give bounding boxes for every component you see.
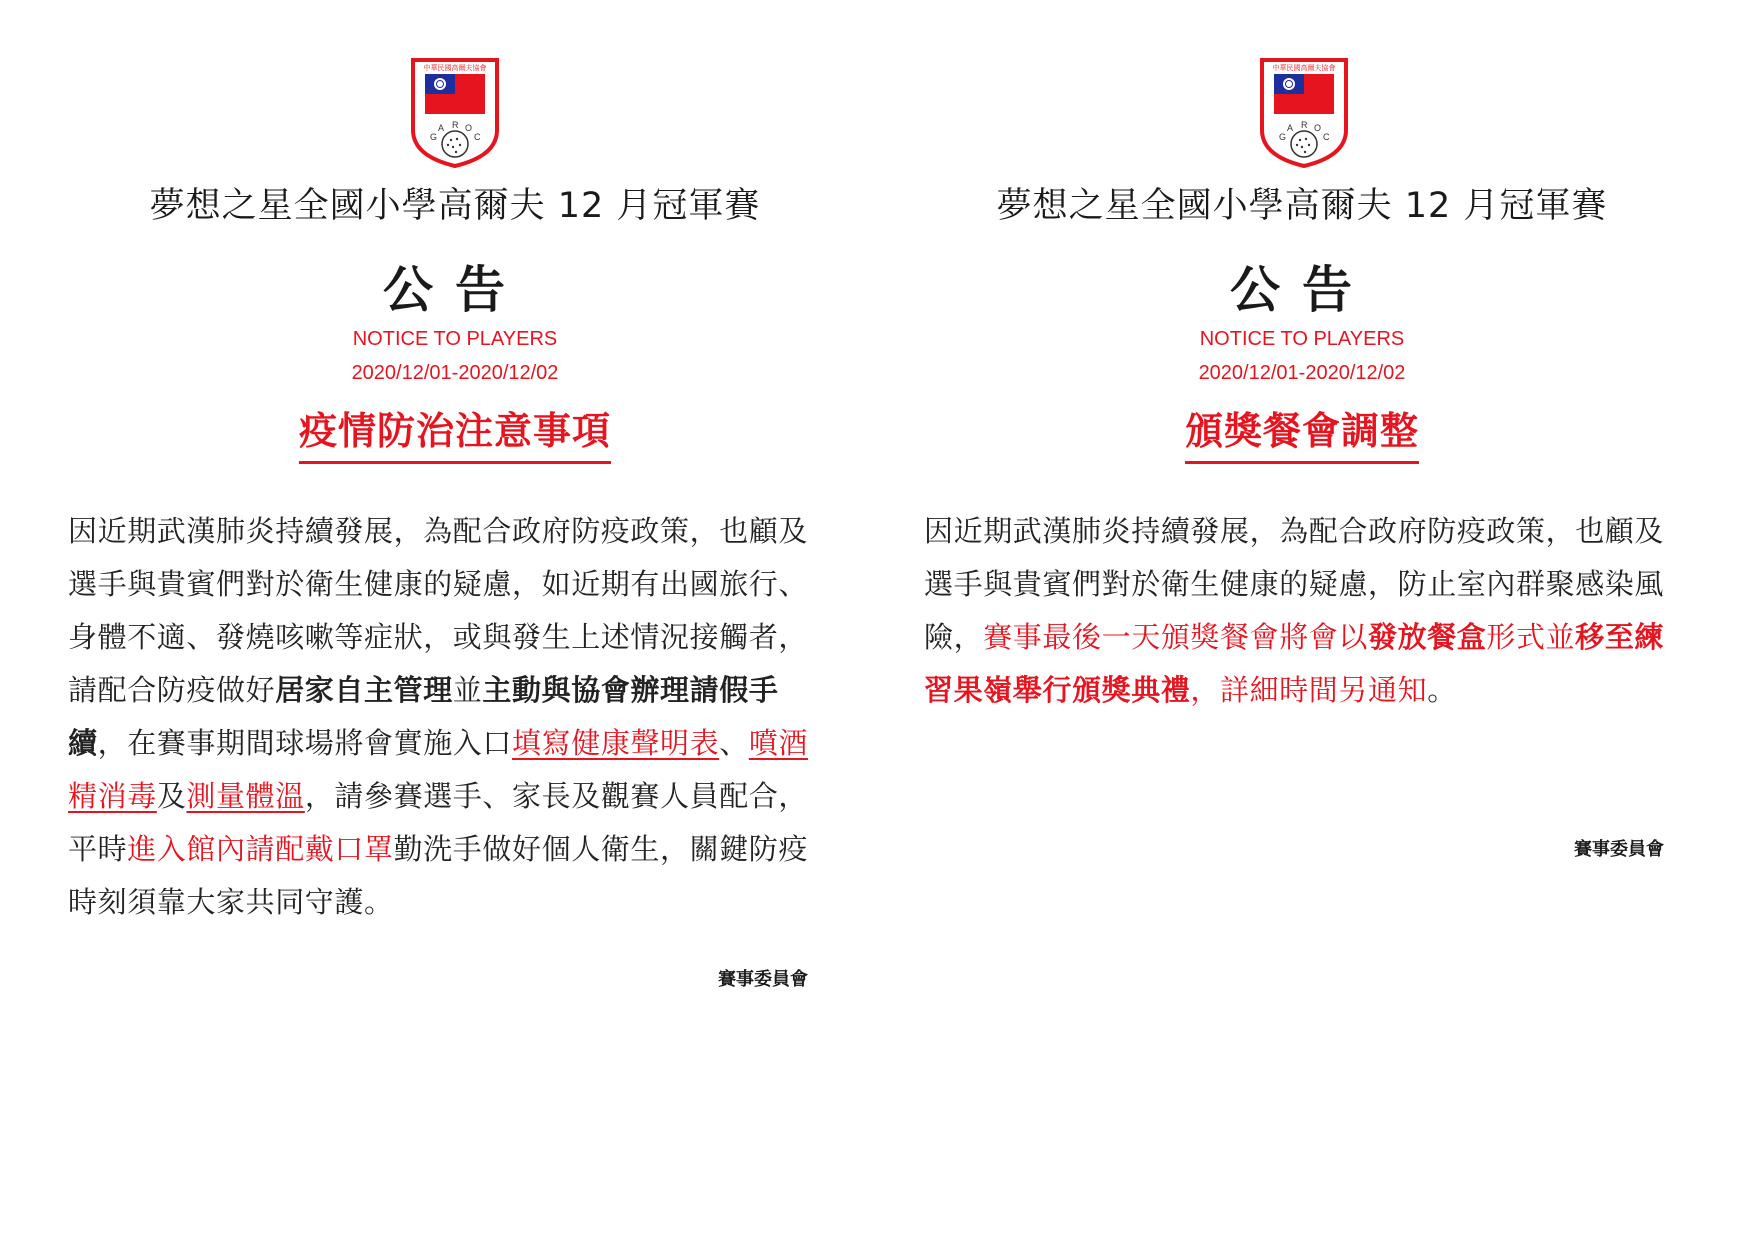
svg-text:C: C bbox=[1323, 132, 1330, 142]
subject-text: 疫情防治注意事項 bbox=[299, 400, 611, 464]
body-red-format: 形式並 bbox=[1486, 620, 1576, 654]
svg-text:O: O bbox=[465, 123, 473, 133]
notice-epidemic-prevention bbox=[55, 0, 855, 1241]
logo-arc-text: 中華民國高爾夫協會 bbox=[1272, 64, 1336, 72]
svg-text:A: A bbox=[1287, 123, 1294, 133]
notice-subject bbox=[55, 400, 855, 464]
announcement-heading: 公告 bbox=[1230, 261, 1374, 319]
subject-text: 頒獎餐會調整 bbox=[1185, 400, 1419, 464]
notice-subject bbox=[902, 400, 1702, 464]
svg-text:A: A bbox=[438, 123, 445, 133]
body-bold-leave-request: 主動與協會辦理請假手續 bbox=[68, 673, 779, 760]
svg-text:R: R bbox=[452, 120, 459, 130]
notice-to-players: NOTICE TO PLAYERS bbox=[352, 328, 558, 350]
body-text: 、 bbox=[719, 726, 749, 760]
body-red-bold-lunch-box: 發放餐盒 bbox=[1368, 620, 1487, 654]
body-underline-alcohol-spray: 噴酒精消毒 bbox=[68, 726, 809, 813]
svg-text:G: G bbox=[430, 132, 438, 142]
body-text: 勤洗手做好個人衛生，關鍵防疫時刻須靠大家共同守護。 bbox=[68, 832, 809, 919]
body-red-bold-ceremony-location: 移至練習果嶺舉行頒獎典禮 bbox=[924, 620, 1665, 707]
body-text: 因近期武漢肺炎持續發展，為配合政府防疫政策，也顧及選手與貴賓們對於衛生健康的疑慮，防止室內群聚感染風險， bbox=[924, 514, 1665, 654]
notice-award-banquet bbox=[912, 0, 1712, 1241]
body-text: ，在賽事期間球場將會實施入口 bbox=[97, 726, 513, 760]
garoc-logo bbox=[405, 52, 505, 170]
svg-text:C: C bbox=[474, 132, 481, 142]
body-red-details: ，詳細時間另通知 bbox=[1190, 673, 1428, 707]
svg-text:R: R bbox=[1301, 120, 1308, 130]
body-red-wear-mask: 進入館內請配戴口罩 bbox=[127, 832, 394, 866]
garoc-logo bbox=[1254, 52, 1354, 170]
body-bold-self-management: 居家自主管理 bbox=[275, 673, 453, 707]
svg-text:O: O bbox=[1314, 123, 1322, 133]
notice-body bbox=[68, 505, 813, 929]
body-red-banquet: 賽事最後一天頒獎餐會將會以 bbox=[983, 620, 1369, 654]
body-underline-temperature: 測量體溫 bbox=[186, 779, 305, 813]
body-text: 及 bbox=[156, 779, 187, 813]
body-text: 並 bbox=[452, 673, 483, 707]
date-range: 2020/12/01-2020/12/02 bbox=[1198, 362, 1406, 384]
event-title: 夢想之星全國小學高爾夫 12 月冠軍賽 bbox=[149, 186, 761, 226]
signature: 賽事委員會 bbox=[1574, 839, 1664, 860]
notice-to-players: NOTICE TO PLAYERS bbox=[1199, 328, 1405, 350]
svg-text:G: G bbox=[1279, 132, 1287, 142]
logo-arc-text: 中華民國高爾夫協會 bbox=[423, 64, 487, 72]
body-text: 。 bbox=[1427, 673, 1457, 707]
body-text: ，請參賽選手、家長及觀賽人員配合，平時 bbox=[68, 779, 809, 866]
announcement-heading: 公告 bbox=[383, 261, 527, 319]
body-text: 因近期武漢肺炎持續發展，為配合政府防疫政策，也顧及選手與貴賓們對於衛生健康的疑慮，如近期有出國旅行、身體不適、發燒咳嗽等症狀，或與發生上述情況接觸者，請配合防疫做好 bbox=[68, 514, 809, 707]
body-underline-health-declaration: 填寫健康聲明表 bbox=[512, 726, 720, 760]
signature: 賽事委員會 bbox=[718, 969, 808, 990]
event-title: 夢想之星全國小學高爾夫 12 月冠軍賽 bbox=[996, 186, 1608, 226]
notice-body bbox=[924, 505, 1674, 717]
date-range: 2020/12/01-2020/12/02 bbox=[351, 362, 559, 384]
